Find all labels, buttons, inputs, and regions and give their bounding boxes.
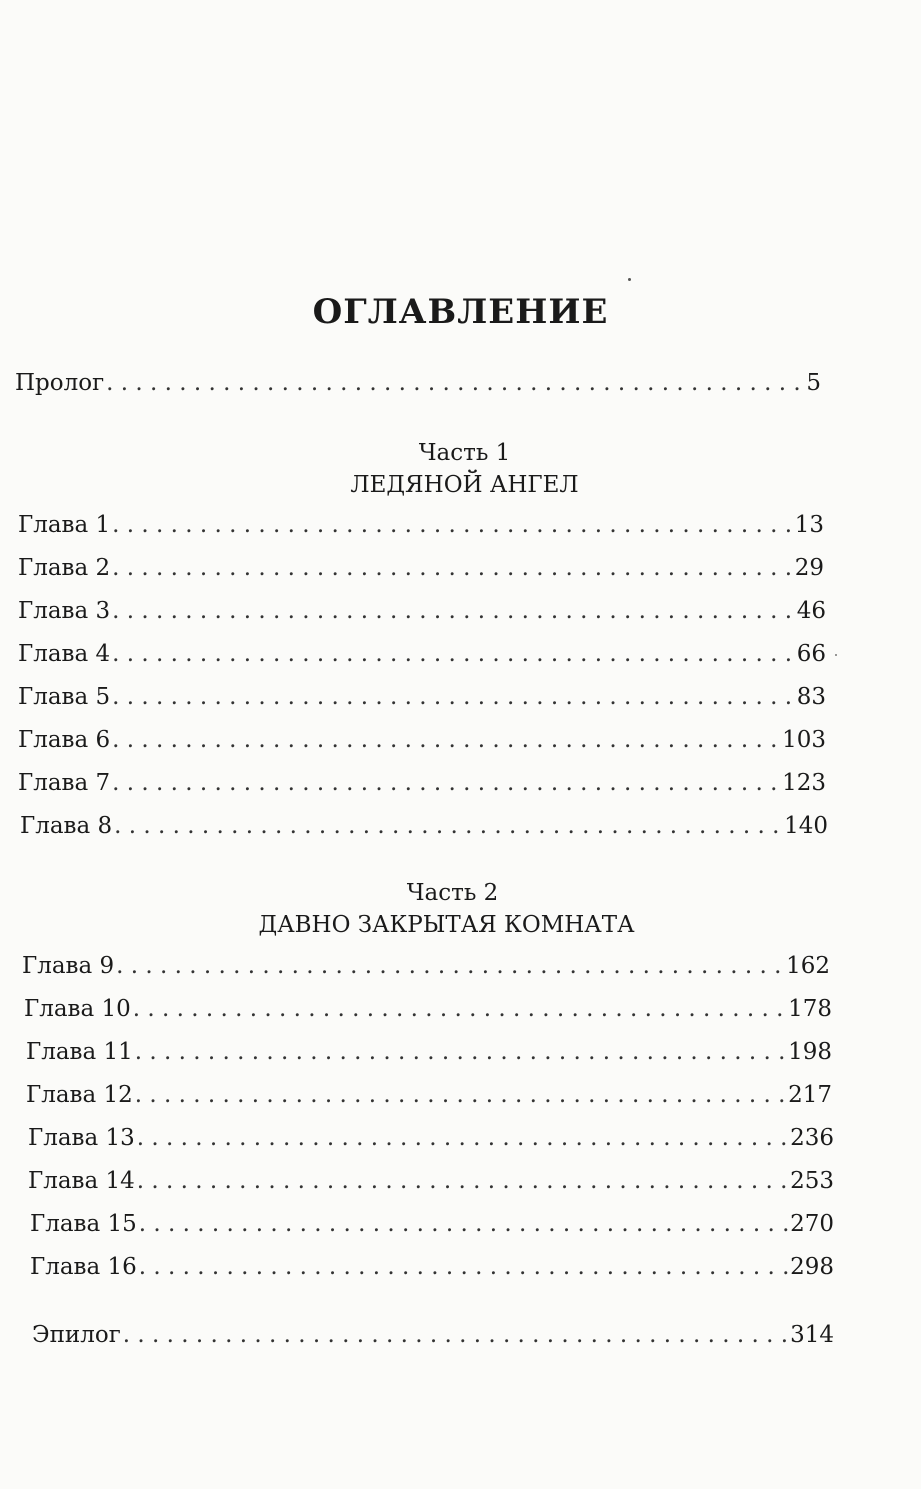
entry-page: 298 bbox=[790, 1254, 834, 1280]
toc-entry bbox=[26, 1084, 832, 1107]
toc-entry bbox=[28, 1127, 834, 1150]
dot-leader bbox=[137, 1170, 788, 1193]
entry-label: Глава 14 bbox=[28, 1168, 135, 1194]
entry-page: 5 bbox=[806, 370, 821, 396]
part-name: ЛЕДЯНОЙ АНГЕЛ bbox=[350, 472, 579, 498]
dot-leader bbox=[112, 772, 780, 795]
toc-entry bbox=[24, 998, 832, 1021]
dot-leader bbox=[112, 557, 793, 580]
entry-page: 236 bbox=[790, 1125, 834, 1151]
part-number: Часть 1 bbox=[418, 440, 511, 466]
dot-leader bbox=[112, 600, 795, 623]
dot-leader bbox=[106, 372, 804, 395]
entry-label: Глава 13 bbox=[28, 1125, 135, 1151]
entry-label: Пролог bbox=[15, 370, 105, 396]
dot-leader bbox=[135, 1041, 786, 1064]
entry-label: Глава 1 bbox=[18, 512, 111, 538]
entry-page: 46 bbox=[796, 598, 826, 624]
entry-label: Глава 11 bbox=[26, 1039, 133, 1065]
dot-leader bbox=[112, 686, 795, 709]
entry-label: Глава 16 bbox=[30, 1254, 137, 1280]
toc-entry bbox=[26, 1041, 832, 1064]
entry-label: Глава 7 bbox=[18, 770, 111, 796]
entry-label: Глава 12 bbox=[26, 1082, 133, 1108]
part-number: Часть 2 bbox=[406, 880, 499, 906]
dot-leader bbox=[133, 998, 786, 1021]
toc-entry bbox=[18, 643, 826, 666]
toc-entry-prologue bbox=[15, 372, 821, 395]
toc-entry bbox=[18, 729, 826, 752]
dot-leader bbox=[112, 643, 795, 666]
entry-page: 198 bbox=[788, 1039, 832, 1065]
dot-leader bbox=[112, 514, 793, 537]
dot-leader bbox=[135, 1084, 786, 1107]
dot-leader bbox=[123, 1324, 788, 1347]
toc-entry bbox=[28, 1170, 834, 1193]
print-speck bbox=[835, 654, 837, 656]
entry-page: 83 bbox=[796, 684, 826, 710]
dot-leader bbox=[139, 1213, 788, 1236]
toc-entry bbox=[18, 772, 826, 795]
toc-entry bbox=[18, 686, 826, 709]
dot-leader bbox=[137, 1127, 788, 1150]
dot-leader bbox=[139, 1256, 788, 1279]
entry-page: 66 bbox=[796, 641, 826, 667]
entry-label: Глава 9 bbox=[22, 953, 115, 979]
entry-page: 253 bbox=[790, 1168, 834, 1194]
toc-entry bbox=[20, 815, 828, 838]
entry-label: Глава 10 bbox=[24, 996, 131, 1022]
entry-label: Глава 8 bbox=[20, 813, 113, 839]
entry-page: 103 bbox=[782, 727, 826, 753]
dot-leader bbox=[112, 729, 780, 752]
toc-entry bbox=[30, 1213, 834, 1236]
entry-page: 314 bbox=[790, 1322, 834, 1348]
entry-page: 162 bbox=[786, 953, 830, 979]
entry-label: Глава 4 bbox=[18, 641, 111, 667]
page-title: ОГЛАВЛЕНИЕ bbox=[312, 292, 609, 332]
entry-page: 270 bbox=[790, 1211, 834, 1237]
entry-page: 140 bbox=[784, 813, 828, 839]
part-name: ДАВНО ЗАКРЫТАЯ КОМНАТА bbox=[258, 912, 635, 938]
entry-label: Глава 6 bbox=[18, 727, 111, 753]
print-speck bbox=[628, 278, 631, 281]
toc-entry bbox=[18, 514, 824, 537]
entry-label: Глава 15 bbox=[30, 1211, 137, 1237]
toc-entry bbox=[18, 557, 824, 580]
dot-leader bbox=[116, 955, 784, 978]
entry-page: 29 bbox=[794, 555, 824, 581]
entry-label: Глава 3 bbox=[18, 598, 111, 624]
toc-entry bbox=[22, 955, 830, 978]
toc-entry bbox=[18, 600, 826, 623]
entry-page: 217 bbox=[788, 1082, 832, 1108]
entry-page: 178 bbox=[788, 996, 832, 1022]
toc-entry bbox=[30, 1256, 834, 1279]
entry-label: Эпилог bbox=[32, 1322, 121, 1348]
toc-entry-epilogue bbox=[32, 1324, 834, 1347]
entry-label: Глава 2 bbox=[18, 555, 111, 581]
entry-page: 123 bbox=[782, 770, 826, 796]
entry-page: 13 bbox=[794, 512, 824, 538]
entry-label: Глава 5 bbox=[18, 684, 111, 710]
dot-leader bbox=[114, 815, 782, 838]
